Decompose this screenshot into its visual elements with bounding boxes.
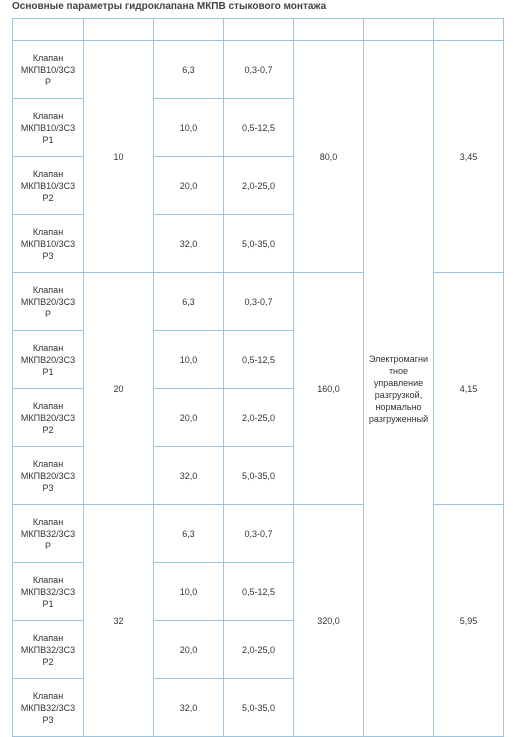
table-header-row <box>13 19 504 41</box>
model-cell <box>13 273 84 331</box>
pressure-range-cell: 5,0-35,0 <box>224 447 294 505</box>
pressure-range-cell: 0,5-12,5 <box>224 563 294 621</box>
pressure-range-cell: 0,3-0,7 <box>224 273 294 331</box>
model-cell-line: МКПВ20/3С3 <box>20 470 76 481</box>
pressure-range-cell: 5,0-35,0 <box>224 679 294 737</box>
flow-cell: 10,0 <box>154 563 224 621</box>
model-cell-line: Р1 <box>42 598 54 609</box>
pressure-range-cell: 0,5-12,5 <box>224 331 294 389</box>
model-cell-line: МКПВ20/3С3 <box>20 354 76 365</box>
header-cell <box>13 19 84 41</box>
control-type-cell-line: Электромагни <box>368 353 429 364</box>
flow-cell: 6,3 <box>154 273 224 331</box>
flow-cell: 20,0 <box>154 389 224 447</box>
header-cell <box>84 19 154 41</box>
model-cell-line: Клапан <box>32 516 64 527</box>
pressure-range-cell: 0,3-0,7 <box>224 41 294 99</box>
model-cell-line: МКПВ32/3С3 <box>20 528 76 539</box>
flow-cell: 32,0 <box>154 215 224 273</box>
model-cell-line: Р2 <box>42 192 54 203</box>
mass-cell: 3,45 <box>434 41 504 273</box>
model-cell <box>13 621 84 679</box>
flow-cell: 32,0 <box>154 447 224 505</box>
model-cell-line: МКПВ10/3С3 <box>20 64 76 75</box>
model-cell <box>13 389 84 447</box>
model-cell <box>13 41 84 99</box>
model-cell-line: МКПВ20/3С3 <box>20 412 76 423</box>
model-cell-line: Р <box>44 76 51 87</box>
model-cell-line: МКПВ10/3С3 <box>20 180 76 191</box>
model-cell <box>13 215 84 273</box>
model-cell-line: Клапан <box>32 574 64 585</box>
flow-cell: 6,3 <box>154 505 224 563</box>
model-cell-line: МКПВ32/3С3 <box>20 644 76 655</box>
model-cell <box>13 679 84 737</box>
model-cell-line: Клапан <box>32 342 64 353</box>
model-cell-line: Клапан <box>32 690 64 701</box>
model-cell-line: Р3 <box>42 482 54 493</box>
parameters-table <box>12 18 504 737</box>
flow-cell: 10,0 <box>154 99 224 157</box>
model-cell-line: Клапан <box>32 458 64 469</box>
model-cell-line: Клапан <box>32 632 64 643</box>
model-cell <box>13 99 84 157</box>
flow-cell: 20,0 <box>154 621 224 679</box>
nominal-diameter-cell: 20 <box>84 273 154 505</box>
model-cell <box>13 331 84 389</box>
model-cell-line: Клапан <box>32 226 64 237</box>
model-cell-line: Клапан <box>32 400 64 411</box>
control-type-cell-line: разгруженный <box>368 413 429 424</box>
model-cell <box>13 157 84 215</box>
flow-cell: 10,0 <box>154 331 224 389</box>
model-cell-line: МКПВ10/3С3 <box>20 238 76 249</box>
model-cell-line: Р1 <box>42 366 54 377</box>
control-type-cell-line: управление <box>373 377 424 388</box>
max-pressure-cell: 320,0 <box>294 505 364 737</box>
nominal-diameter-cell: 32 <box>84 505 154 737</box>
model-cell <box>13 563 84 621</box>
model-cell-line: МКПВ20/3С3 <box>20 296 76 307</box>
flow-cell: 32,0 <box>154 679 224 737</box>
model-cell-line: Р1 <box>42 134 54 145</box>
control-type-cell-line: тное <box>388 365 409 376</box>
control-type-cell-line: нормально <box>375 401 422 412</box>
header-cell <box>364 19 434 41</box>
pressure-range-cell: 0,5-12,5 <box>224 99 294 157</box>
model-cell-line: Р2 <box>42 656 54 667</box>
model-cell-line: Клапан <box>32 168 64 179</box>
header-cell <box>434 19 504 41</box>
max-pressure-cell: 160,0 <box>294 273 364 505</box>
flow-cell: 20,0 <box>154 157 224 215</box>
model-cell-line: Клапан <box>32 52 64 63</box>
model-cell-line: Р3 <box>42 250 54 261</box>
header-cell <box>294 19 364 41</box>
pressure-range-cell: 2,0-25,0 <box>224 157 294 215</box>
pressure-range-cell: 2,0-25,0 <box>224 389 294 447</box>
mass-cell: 4,15 <box>434 273 504 505</box>
flow-cell: 6,3 <box>154 41 224 99</box>
header-cell <box>154 19 224 41</box>
model-cell-line: Р <box>44 540 51 551</box>
model-cell-line: МКПВ10/3С3 <box>20 122 76 133</box>
mass-cell: 5,95 <box>434 505 504 737</box>
model-cell-line: Р3 <box>42 714 54 725</box>
nominal-diameter-cell: 10 <box>84 41 154 273</box>
pressure-range-cell: 0,3-0,7 <box>224 505 294 563</box>
model-cell-line: Клапан <box>32 284 64 295</box>
page-title: Основные параметры гидроклапана МКПВ стыкового монтажа <box>12 1 327 12</box>
control-type-cell-line: разгрузкой, <box>374 389 423 400</box>
model-cell-line: Р2 <box>42 424 54 435</box>
header-cell <box>224 19 294 41</box>
model-cell-line: МКПВ32/3С3 <box>20 586 76 597</box>
control-type-cell <box>364 41 434 737</box>
pressure-range-cell: 2,0-25,0 <box>224 621 294 679</box>
model-cell-line: МКПВ32/3С3 <box>20 702 76 713</box>
model-cell-line: Клапан <box>32 110 64 121</box>
model-cell-line: Р <box>44 308 51 319</box>
model-cell <box>13 505 84 563</box>
max-pressure-cell: 80,0 <box>294 41 364 273</box>
model-cell <box>13 447 84 505</box>
table-row <box>13 41 504 99</box>
pressure-range-cell: 5,0-35,0 <box>224 215 294 273</box>
